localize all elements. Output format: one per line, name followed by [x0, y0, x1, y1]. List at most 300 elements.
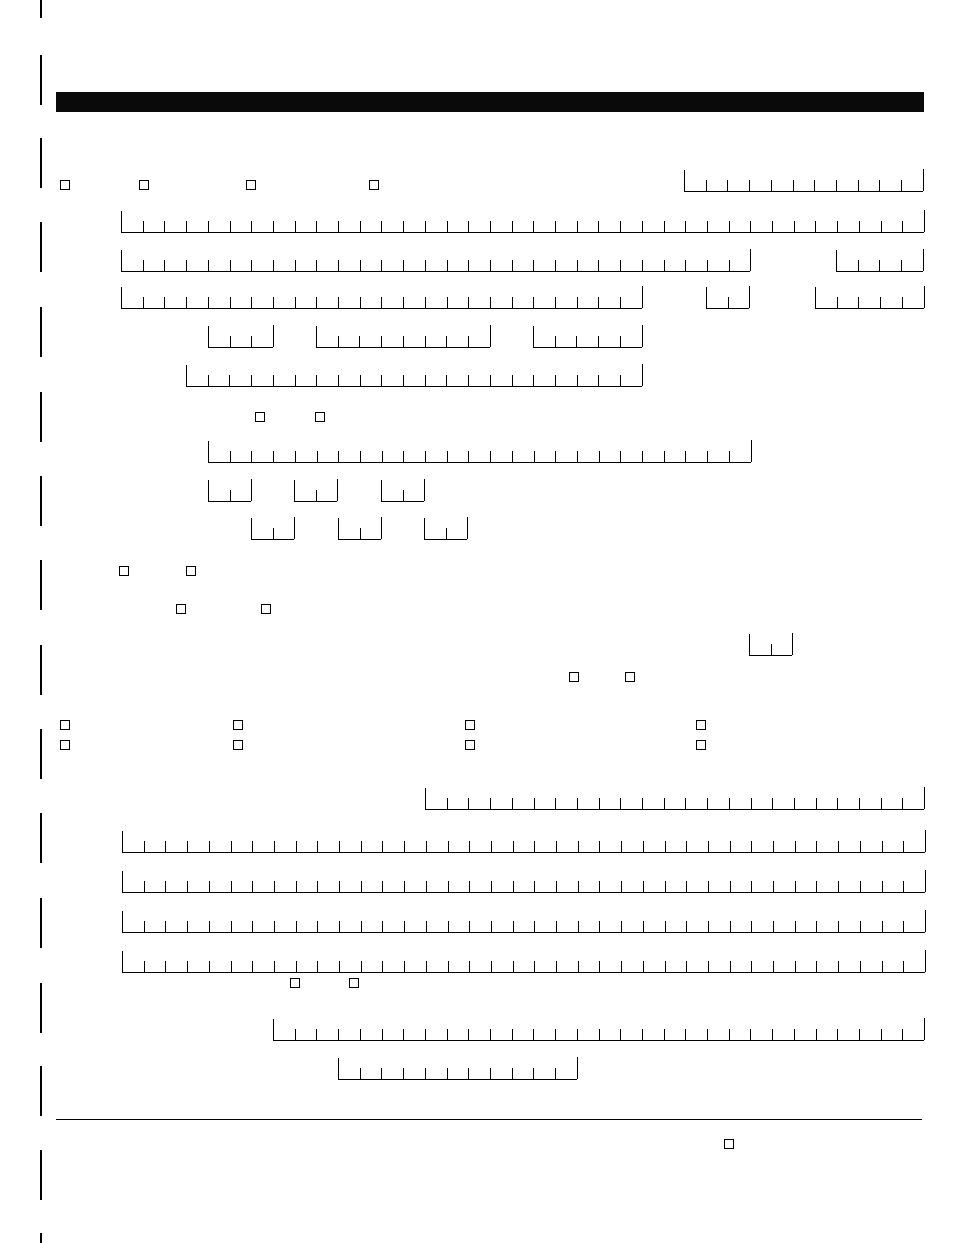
comb-cell-divider: [360, 1068, 361, 1079]
comb-cell-divider: [144, 961, 145, 972]
comb-field-end: [467, 517, 468, 539]
comb-cell-divider: [186, 221, 187, 232]
comb-cell-divider: [902, 798, 903, 809]
comb-cell-divider: [231, 921, 232, 932]
comb-cell-divider: [577, 1029, 578, 1040]
comb-cell-divider: [491, 921, 492, 932]
comb-cell-divider: [512, 1068, 513, 1079]
comb-cell-divider: [490, 297, 491, 308]
comb-cell-divider: [620, 221, 621, 232]
comb-cell-divider: [273, 221, 274, 232]
comb-cell-divider: [642, 451, 643, 462]
comb-cell-divider: [426, 921, 427, 932]
comb-cell-divider: [621, 841, 622, 852]
checkbox[interactable]: [139, 180, 149, 190]
comb-cell-divider: [296, 881, 297, 892]
comb-cell-divider: [860, 961, 861, 972]
comb-cell-divider: [642, 1029, 643, 1040]
comb-cell-divider: [143, 221, 144, 232]
comb-field-end: [792, 633, 793, 655]
comb-cell-divider: [165, 881, 166, 892]
checkbox[interactable]: [176, 604, 186, 614]
comb-cell-divider: [795, 841, 796, 852]
comb-cell-divider: [555, 1068, 556, 1079]
comb-cell-divider: [381, 1068, 382, 1079]
comb-cell-divider: [296, 841, 297, 852]
comb-cell-divider: [295, 451, 296, 462]
comb-cell-divider: [685, 451, 686, 462]
comb-cell-divider: [338, 451, 339, 462]
comb-cell-divider: [251, 260, 252, 271]
checkbox[interactable]: [315, 412, 325, 422]
comb-cell-divider: [794, 1029, 795, 1040]
comb-cell-divider: [469, 841, 470, 852]
comb-field[interactable]: [121, 250, 750, 272]
comb-cell-divider: [360, 451, 361, 462]
comb-field[interactable]: [684, 170, 923, 192]
comb-cell-divider: [274, 881, 275, 892]
comb-cell-divider: [879, 180, 880, 191]
comb-cell-divider: [230, 336, 231, 347]
comb-cell-divider: [814, 180, 815, 191]
comb-field[interactable]: [122, 911, 925, 933]
comb-field-end: [251, 479, 252, 501]
margin-tick: [40, 55, 42, 105]
comb-cell-divider: [382, 881, 383, 892]
comb-field-end: [750, 249, 751, 271]
comb-cell-divider: [598, 375, 599, 386]
comb-cell-divider: [360, 1029, 361, 1040]
comb-cell-divider: [209, 961, 210, 972]
comb-cell-divider: [686, 921, 687, 932]
comb-cell-divider: [447, 1029, 448, 1040]
comb-field-end: [924, 286, 925, 308]
checkbox[interactable]: [60, 740, 70, 750]
margin-tick: [40, 1233, 42, 1243]
checkbox[interactable]: [119, 566, 129, 576]
comb-cell-divider: [295, 1029, 296, 1040]
comb-cell-divider: [426, 961, 427, 972]
comb-cell-divider: [708, 921, 709, 932]
comb-cell-divider: [469, 881, 470, 892]
comb-field[interactable]: [316, 326, 490, 348]
comb-cell-divider: [838, 921, 839, 932]
comb-cell-divider: [468, 375, 469, 386]
comb-field-end: [925, 910, 926, 932]
comb-cell-divider: [880, 297, 881, 308]
comb-cell-divider: [578, 881, 579, 892]
comb-cell-divider: [707, 798, 708, 809]
comb-cell-divider: [317, 921, 318, 932]
comb-cell-divider: [860, 841, 861, 852]
comb-cell-divider: [751, 961, 752, 972]
comb-cell-divider: [491, 841, 492, 852]
comb-cell-divider: [751, 921, 752, 932]
comb-field[interactable]: [425, 788, 924, 810]
comb-cell-divider: [730, 841, 731, 852]
comb-cell-divider: [729, 221, 730, 232]
comb-cell-divider: [164, 260, 165, 271]
comb-cell-divider: [837, 297, 838, 308]
comb-cell-divider: [599, 961, 600, 972]
margin-tick: [40, 1066, 42, 1116]
comb-cell-divider: [381, 260, 382, 271]
comb-cell-divider: [858, 297, 859, 308]
comb-cell-divider: [403, 260, 404, 271]
comb-cell-divider: [665, 841, 666, 852]
comb-cell-divider: [448, 921, 449, 932]
comb-cell-divider: [252, 881, 253, 892]
comb-cell-divider: [859, 221, 860, 232]
checkbox[interactable]: [246, 180, 256, 190]
comb-cell-divider: [901, 180, 902, 191]
comb-cell-divider: [643, 921, 644, 932]
comb-cell-divider: [382, 961, 383, 972]
comb-cell-divider: [361, 921, 362, 932]
comb-field[interactable]: [338, 518, 381, 540]
comb-cell-divider: [534, 921, 535, 932]
comb-field-end: [577, 1057, 578, 1079]
comb-cell-divider: [642, 221, 643, 232]
comb-cell-divider: [879, 260, 880, 271]
comb-cell-divider: [816, 841, 817, 852]
comb-field[interactable]: [122, 831, 925, 853]
margin-tick: [40, 1150, 42, 1200]
comb-cell-divider: [750, 1029, 751, 1040]
comb-cell-divider: [446, 375, 447, 386]
comb-cell-divider: [881, 798, 882, 809]
checkbox[interactable]: [233, 740, 243, 750]
comb-cell-divider: [513, 961, 514, 972]
comb-cell-divider: [273, 260, 274, 271]
checkbox[interactable]: [625, 672, 635, 682]
comb-cell-divider: [771, 180, 772, 191]
comb-cell-divider: [599, 921, 600, 932]
comb-field-end: [337, 479, 338, 501]
comb-field-end: [294, 517, 295, 539]
comb-cell-divider: [209, 921, 210, 932]
comb-cell-divider: [620, 297, 621, 308]
comb-field[interactable]: [122, 871, 925, 893]
comb-cell-divider: [187, 841, 188, 852]
comb-cell-divider: [425, 336, 426, 347]
comb-field[interactable]: [381, 480, 424, 502]
comb-cell-divider: [556, 921, 557, 932]
comb-field-end: [925, 950, 926, 972]
comb-cell-divider: [598, 336, 599, 347]
comb-cell-divider: [533, 375, 534, 386]
comb-cell-divider: [795, 921, 796, 932]
comb-cell-divider: [620, 1029, 621, 1040]
comb-cell-divider: [685, 260, 686, 271]
comb-cell-divider: [837, 221, 838, 232]
comb-cell-divider: [186, 260, 187, 271]
comb-cell-divider: [381, 375, 382, 386]
comb-field[interactable]: [208, 441, 751, 463]
comb-cell-divider: [816, 921, 817, 932]
comb-cell-divider: [773, 961, 774, 972]
comb-field[interactable]: [186, 365, 642, 387]
comb-cell-divider: [316, 1029, 317, 1040]
comb-cell-divider: [729, 798, 730, 809]
comb-cell-divider: [381, 336, 382, 347]
comb-cell-divider: [816, 1029, 817, 1040]
comb-field-end: [923, 249, 924, 271]
comb-cell-divider: [708, 881, 709, 892]
comb-cell-divider: [339, 881, 340, 892]
checkbox[interactable]: [261, 604, 271, 614]
checkbox[interactable]: [696, 740, 706, 750]
comb-field[interactable]: [338, 1058, 577, 1080]
comb-field-end: [381, 517, 382, 539]
comb-cell-divider: [274, 921, 275, 932]
comb-cell-divider: [230, 451, 231, 462]
comb-cell-divider: [404, 961, 405, 972]
comb-cell-divider: [403, 297, 404, 308]
comb-cell-divider: [295, 297, 296, 308]
comb-cell-divider: [708, 841, 709, 852]
comb-field-end: [642, 364, 643, 386]
comb-cell-divider: [881, 1029, 882, 1040]
comb-field[interactable]: [749, 634, 792, 656]
comb-cell-divider: [707, 221, 708, 232]
comb-field[interactable]: [251, 518, 294, 540]
comb-cell-divider: [643, 881, 644, 892]
comb-cell-divider: [729, 451, 730, 462]
checkbox[interactable]: [369, 180, 379, 190]
comb-cell-divider: [208, 260, 209, 271]
margin-tick: [40, 392, 42, 442]
comb-field[interactable]: [208, 326, 273, 348]
comb-cell-divider: [858, 260, 859, 271]
comb-cell-divider: [469, 961, 470, 972]
comb-cell-divider: [729, 260, 730, 271]
comb-cell-divider: [490, 1029, 491, 1040]
comb-cell-divider: [403, 336, 404, 347]
checkbox[interactable]: [290, 978, 300, 988]
comb-cell-divider: [316, 260, 317, 271]
comb-cell-divider: [577, 297, 578, 308]
comb-cell-divider: [882, 841, 883, 852]
comb-field[interactable]: [836, 250, 923, 272]
comb-cell-divider: [230, 490, 231, 501]
comb-cell-divider: [273, 528, 274, 539]
comb-cell-divider: [556, 961, 557, 972]
comb-cell-divider: [772, 1029, 773, 1040]
comb-field[interactable]: [424, 518, 467, 540]
comb-cell-divider: [403, 451, 404, 462]
comb-cell-divider: [901, 260, 902, 271]
comb-cell-divider: [903, 921, 904, 932]
comb-field[interactable]: [208, 480, 251, 502]
comb-cell-divider: [339, 961, 340, 972]
comb-cell-divider: [512, 221, 513, 232]
checkbox[interactable]: [349, 978, 359, 988]
comb-cell-divider: [534, 961, 535, 972]
comb-cell-divider: [902, 1029, 903, 1040]
comb-cell-divider: [360, 297, 361, 308]
margin-tick: [40, 222, 42, 272]
comb-cell-divider: [772, 221, 773, 232]
comb-field[interactable]: [121, 287, 642, 309]
comb-cell-divider: [447, 1068, 448, 1079]
comb-field[interactable]: [706, 287, 749, 309]
comb-cell-divider: [339, 841, 340, 852]
comb-cell-divider: [468, 221, 469, 232]
comb-cell-divider: [512, 1029, 513, 1040]
comb-cell-divider: [252, 961, 253, 972]
comb-field[interactable]: [121, 211, 924, 233]
checkbox[interactable]: [186, 566, 196, 576]
comb-cell-divider: [555, 297, 556, 308]
comb-cell-divider: [512, 798, 513, 809]
comb-cell-divider: [730, 921, 731, 932]
comb-cell-divider: [316, 297, 317, 308]
comb-cell-divider: [230, 297, 231, 308]
comb-cell-divider: [599, 1029, 600, 1040]
comb-cell-divider: [730, 881, 731, 892]
comb-cell-divider: [620, 260, 621, 271]
comb-cell-divider: [317, 451, 318, 462]
comb-cell-divider: [361, 881, 362, 892]
comb-cell-divider: [643, 841, 644, 852]
comb-cell-divider: [534, 798, 535, 809]
comb-cell-divider: [144, 841, 145, 852]
comb-field[interactable]: [122, 951, 925, 973]
comb-cell-divider: [513, 921, 514, 932]
comb-cell-divider: [447, 451, 448, 462]
comb-cell-divider: [860, 881, 861, 892]
comb-cell-divider: [468, 451, 469, 462]
comb-cell-divider: [794, 221, 795, 232]
comb-cell-divider: [859, 798, 860, 809]
comb-field-end: [924, 210, 925, 232]
comb-cell-divider: [295, 260, 296, 271]
comb-cell-divider: [815, 221, 816, 232]
comb-cell-divider: [621, 881, 622, 892]
comb-cell-divider: [468, 1068, 469, 1079]
comb-cell-divider: [338, 221, 339, 232]
comb-cell-divider: [209, 881, 210, 892]
comb-cell-divider: [490, 221, 491, 232]
comb-cell-divider: [360, 375, 361, 386]
checkbox[interactable]: [465, 740, 475, 750]
comb-cell-divider: [577, 260, 578, 271]
comb-cell-divider: [533, 1068, 534, 1079]
checkbox[interactable]: [724, 1139, 734, 1149]
comb-cell-divider: [816, 881, 817, 892]
comb-cell-divider: [621, 921, 622, 932]
comb-cell-divider: [403, 221, 404, 232]
comb-cell-divider: [882, 921, 883, 932]
comb-cell-divider: [339, 921, 340, 932]
comb-cell-divider: [360, 260, 361, 271]
comb-cell-divider: [231, 961, 232, 972]
comb-cell-divider: [512, 375, 513, 386]
comb-cell-divider: [338, 297, 339, 308]
checkbox[interactable]: [60, 720, 70, 730]
comb-cell-divider: [665, 921, 666, 932]
comb-cell-divider: [381, 221, 382, 232]
checkbox[interactable]: [465, 720, 475, 730]
comb-cell-divider: [707, 1029, 708, 1040]
checkbox[interactable]: [255, 412, 265, 422]
comb-cell-divider: [231, 881, 232, 892]
comb-cell-divider: [882, 961, 883, 972]
comb-cell-divider: [425, 297, 426, 308]
comb-field-end: [490, 325, 491, 347]
comb-field[interactable]: [273, 1019, 924, 1041]
comb-cell-divider: [273, 451, 274, 462]
comb-cell-divider: [685, 1029, 686, 1040]
comb-cell-divider: [729, 1029, 730, 1040]
comb-cell-divider: [577, 375, 578, 386]
comb-cell-divider: [860, 921, 861, 932]
comb-cell-divider: [164, 297, 165, 308]
checkbox[interactable]: [696, 720, 706, 730]
comb-cell-divider: [795, 881, 796, 892]
comb-cell-divider: [838, 881, 839, 892]
comb-cell-divider: [773, 921, 774, 932]
comb-cell-divider: [513, 881, 514, 892]
comb-cell-divider: [144, 881, 145, 892]
comb-cell-divider: [468, 260, 469, 271]
comb-cell-divider: [533, 221, 534, 232]
comb-field[interactable]: [294, 480, 337, 502]
comb-cell-divider: [274, 841, 275, 852]
comb-cell-divider: [686, 841, 687, 852]
comb-cell-divider: [425, 375, 426, 386]
margin-tick: [40, 729, 42, 779]
margin-tick: [40, 983, 42, 1033]
comb-cell-divider: [534, 451, 535, 462]
comb-cell-divider: [317, 961, 318, 972]
comb-cell-divider: [533, 260, 534, 271]
margin-tick: [40, 476, 42, 526]
comb-cell-divider: [512, 260, 513, 271]
comb-cell-divider: [707, 451, 708, 462]
comb-field[interactable]: [533, 326, 642, 348]
comb-cell-divider: [686, 961, 687, 972]
margin-tick: [40, 0, 42, 18]
comb-cell-divider: [664, 451, 665, 462]
comb-cell-divider: [491, 881, 492, 892]
comb-cell-divider: [187, 961, 188, 972]
comb-cell-divider: [251, 375, 252, 386]
comb-cell-divider: [229, 375, 230, 386]
comb-cell-divider: [208, 221, 209, 232]
comb-cell-divider: [577, 798, 578, 809]
comb-cell-divider: [902, 221, 903, 232]
comb-cell-divider: [534, 841, 535, 852]
comb-cell-divider: [468, 336, 469, 347]
comb-cell-divider: [555, 375, 556, 386]
comb-cell-divider: [881, 221, 882, 232]
comb-cell-divider: [599, 841, 600, 852]
comb-field[interactable]: [815, 287, 924, 309]
comb-cell-divider: [620, 336, 621, 347]
comb-cell-divider: [665, 961, 666, 972]
comb-cell-divider: [251, 297, 252, 308]
comb-cell-divider: [381, 297, 382, 308]
checkbox[interactable]: [60, 180, 70, 190]
comb-cell-divider: [165, 961, 166, 972]
comb-cell-divider: [578, 961, 579, 972]
comb-cell-divider: [208, 297, 209, 308]
checkbox[interactable]: [569, 672, 579, 682]
comb-cell-divider: [361, 961, 362, 972]
checkbox[interactable]: [233, 720, 243, 730]
